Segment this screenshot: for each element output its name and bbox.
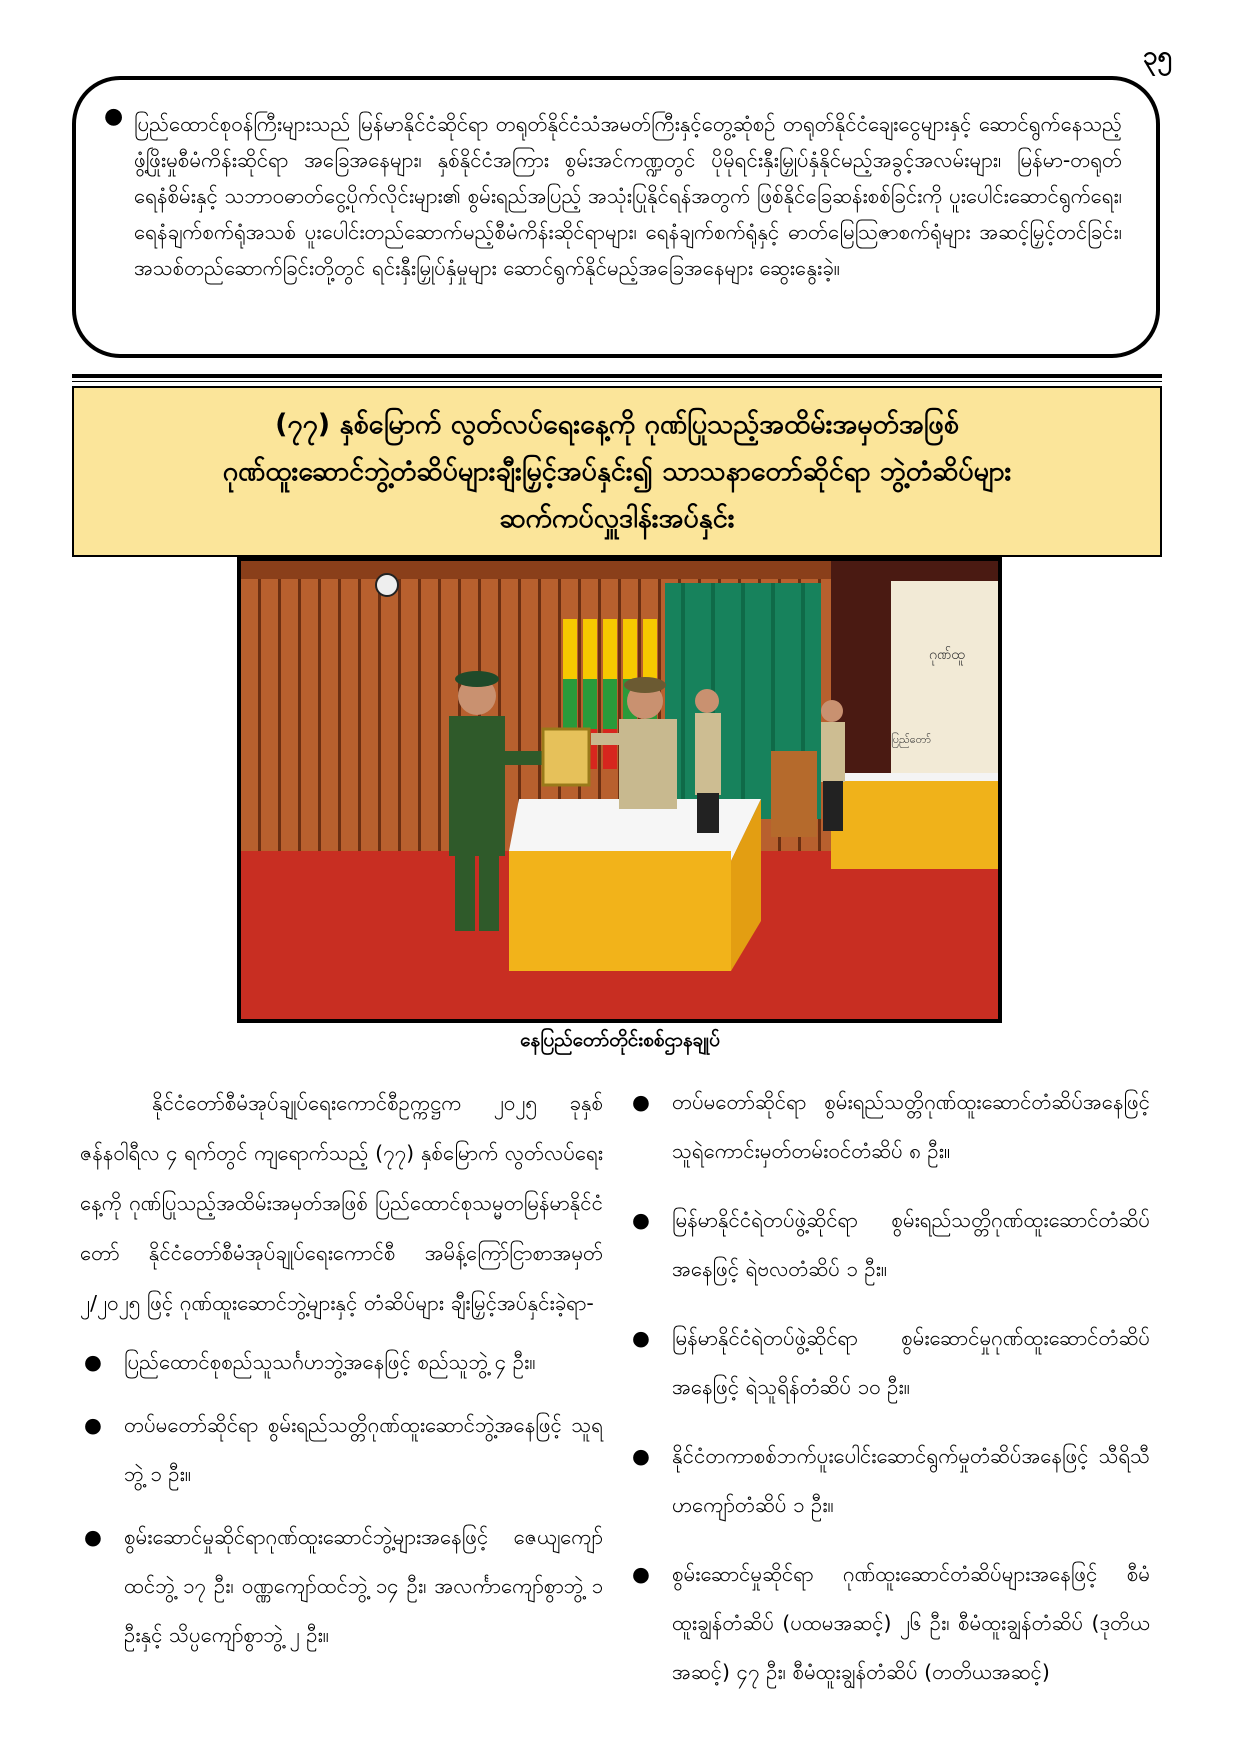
list-item: ● တပ်မတော်ဆိုင်ရာ စွမ်းရည်သတ္တိဂုဏ်ထူးဆောင်တံဆိပ်အနေဖြင့် သူရဲကောင်းမှတ်တမ်းဝင်တံဆိပ် ၈ ဦး။ [628,1078,1150,1176]
page-number: ၃၅ [1142,41,1172,71]
ceremony-photo [237,557,1002,1023]
photo-caption: နေပြည်တော်တိုင်းစစ်ဌာနချုပ် [520,1029,720,1051]
list-item: ● စွမ်းဆောင်မှုဆိုင်ရာ ဂုဏ်ထူးဆောင်တံဆိပ်များအနေဖြင့် စီမံထူးချွန်တံဆိပ် (ပထမအဆင့်) ၂၆ ဦး၊ စီမံထူးချွန်တံဆိပ် (ဒုတိယအဆင့်) ၄၇ ဦး၊ စီမံထူးချွန်တံဆိပ် (တတိယအဆင့်) [628,1550,1150,1697]
divider-thin [72,381,1162,382]
bullet-icon: ● [632,1326,650,1350]
summary-text: ပြည်ထောင်စုဝန်ကြီးများသည် မြန်မာနိုင်ငံဆိုင်ရာ တရုတ်နိုင်ငံသံအမတ်ကြီးနှင့်တွေ့ဆုံစဉ် တရုတ်နိုင်ငံချေးငွေများနှင့် ဆောင်ရွက်နေသည့် ဖွံ့ဖြိုးမှုစီမံကိန်းဆိုင်ရာ အခြေအနေများ၊ နှစ်နိုင်ငံအကြား စွမ်းအင်ကဏ္ဍတွင် ပိုမိုရင်းနှီးမြှုပ်နှံနိုင်မည့်အခွင့်အလမ်းများ၊ မြန်မာ-တရုတ် ရေနံစိမ်းနှင့် သဘာဝဓာတ်ငွေ့ပိုက်လိုင်းများ၏ စွမ်းရည်အပြည့် အသုံးပြုနိုင်ရန်အတွက် ဖြစ်နိုင်ခြေဆန်းစစ်ခြင်းကို ပူးပေါင်းဆောင်ရွက်ရေး၊ ရေနံချက်စက်ရုံအသစ် ပူးပေါင်းတည်ဆောက်မည့်စီမံကိန်းဆိုင်ရာများ၊ ရေနံချက်စက်ရုံနှင့် ဓာတ်မြေဩဇာစက်ရုံများ အဆင့်မြှင့်တင်ခြင်း၊ အသစ်တည်ဆောက်ခြင်းတို့တွင် ရင်းနှီးမြှုပ်နှံမှုများ ဆောင်ရွက်နိုင်မည့်အခြေအနေများ ဆွေးနွေးခဲ့။ [134,112,1122,280]
headline-line-1: (၇၇) နှစ်မြောက် လွတ်လပ်ရေးနေ့ကို ဂုဏ်ပြုသည့်အထိမ်းအမှတ်အဖြစ် [275,409,959,440]
body-paragraph: နိုင်ငံတော်စီမံအုပ်ချုပ်ရေးကောင်စီဥက္ကဋ္ဌက ၂၀၂၅ ခုနှစ် ဇန်နဝါရီလ ၄ ရက်တွင် ကျရောက်သည့် (၇၇) နှစ်မြောက် လွတ်လပ်ရေးနေ့ကို ဂုဏ်ပြုသည့်အထိမ်းအမှတ်အဖြစ် ပြည်ထောင်စုသမ္မတမြန်မာနိုင်ငံတော် နိုင်ငံတော်စီမံအုပ်ချုပ်ရေးကောင်စီ အမိန့်ကြော်ငြာစာအမှတ် ၂/၂၀၂၅ ဖြင့် ဂုဏ်ထူးဆောင်ဘွဲ့များနှင့် တံဆိပ်များ ချီးမြှင့်အပ်နှင်းခဲ့ရာ- [80,1091,603,1315]
bullet-icon: ● [632,1208,650,1232]
headline-line-3: ဆက်ကပ်လှူဒါန်းအပ်နှင်း [499,503,735,534]
list-item: ● တပ်မတော်ဆိုင်ရာ စွမ်းရည်သတ္တိဂုဏ်ထူးဆောင်ဘွဲ့အနေဖြင့် သူရဘွဲ့ ၁ ဦး။ [80,1401,603,1499]
left-bullet-list [80,1338,603,1660]
list-item: ● ပြည်ထောင်စုစည်သူသင်္ဂဟဘွဲ့အနေဖြင့် စည်သူဘွဲ့ ၄ ဦး။ [80,1338,603,1387]
bullet-icon: ● [84,1350,102,1374]
right-bullet-list [628,1078,1150,1697]
headline-line-2: ဂုဏ်ထူးဆောင်ဘွဲ့တံဆိပ်များချီးမြှင့်အပ်နှင်း၍ သာသနာတော်ဆိုင်ရာ ဘွဲ့တံဆိပ်များ [222,456,1012,487]
list-item: ● နိုင်ငံတကာစစ်ဘက်ပူးပေါင်းဆောင်ရွက်မှုတံဆိပ်အနေဖြင့် သီရိသီဟကျော်တံဆိပ် ၁ ဦး။ [628,1432,1150,1530]
headline-box [72,386,1162,557]
bullet-icon: ● [632,1444,650,1468]
backdrop-text: ဂုဏ်ထူ [929,647,965,663]
list-item: ● မြန်မာနိုင်ငံရဲတပ်ဖွဲ့ဆိုင်ရာ စွမ်းရည်သတ္တိဂုဏ်ထူးဆောင်တံဆိပ်အနေဖြင့် ရဲဗလတံဆိပ် ၁ ဦး။ [628,1196,1150,1294]
bullet-icon: ● [104,104,124,129]
ceremony-photo-illustration [241,561,998,1019]
divider [72,374,1162,378]
bullet-icon: ● [84,1525,102,1549]
bullet-icon: ● [632,1562,650,1586]
backdrop-text-2: ပြည်တော် [891,733,931,746]
summary-box [72,76,1160,358]
list-item: ● စွမ်းဆောင်မှုဆိုင်ရာဂုဏ်ထူးဆောင်ဘွဲ့များအနေဖြင့် ဇေယျကျော်ထင်ဘွဲ့ ၁၇ ဦး၊ ဝဏ္ဏကျော်ထင်ဘွဲ့ ၁၄ ဦး၊ အလင်္ကာကျော်စွာဘွဲ့ ၁ ဦးနှင့် သိပ္ပကျော်စွာဘွဲ့ ၂ ဦး။ [80,1513,603,1660]
bullet-icon: ● [84,1413,102,1437]
right-column [628,1078,1150,1717]
left-column [80,1078,603,1674]
bullet-icon: ● [632,1090,650,1114]
list-item: ● မြန်မာနိုင်ငံရဲတပ်ဖွဲ့ဆိုင်ရာ စွမ်းဆောင်မှုဂုဏ်ထူးဆောင်တံဆိပ်အနေဖြင့် ရဲသူရိန်တံဆိပ် ၁၀ ဦး။ [628,1314,1150,1412]
